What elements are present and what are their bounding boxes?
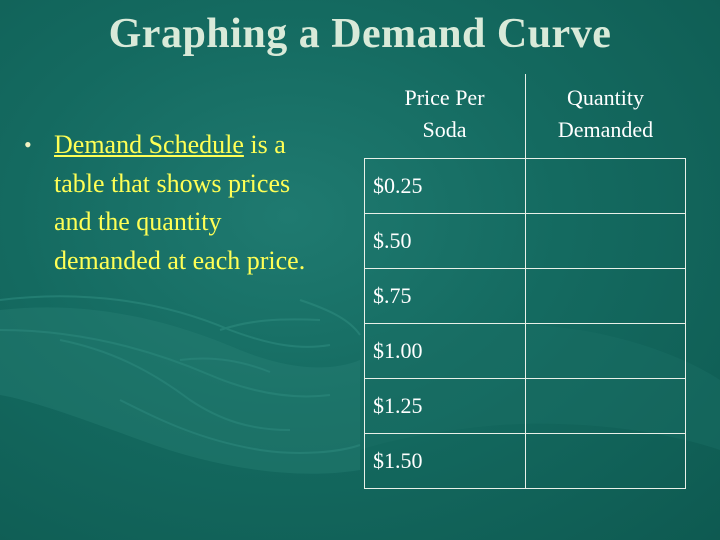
table-row xyxy=(365,434,686,489)
table-row xyxy=(365,214,686,269)
header-price-per-soda xyxy=(365,74,526,159)
quantity-cell xyxy=(525,379,686,434)
term-definition: is a table that shows prices and the quantity demanded at each price. xyxy=(54,130,306,275)
table-header-row xyxy=(365,74,686,159)
quantity-cell xyxy=(525,159,686,214)
slide-title: Graphing a Demand Curve xyxy=(108,11,612,57)
demand-schedule-table xyxy=(364,74,686,489)
bullet-item xyxy=(24,126,324,280)
price-cell: $.75 xyxy=(365,269,526,324)
quantity-cell xyxy=(525,214,686,269)
bullet-text xyxy=(54,126,324,280)
table-row xyxy=(365,159,686,214)
quantity-cell xyxy=(525,434,686,489)
price-cell: $0.25 xyxy=(365,159,526,214)
price-cell: $1.25 xyxy=(365,379,526,434)
bullet-dot-icon: • xyxy=(24,132,32,157)
price-cell: $1.00 xyxy=(365,324,526,379)
price-cell: $.50 xyxy=(365,214,526,269)
price-cell: $1.50 xyxy=(365,434,526,489)
header-price-line2: Soda xyxy=(422,117,467,142)
header-quantity-demanded xyxy=(525,74,686,159)
table-row xyxy=(365,269,686,324)
header-quantity-line2: Demanded xyxy=(557,117,654,142)
term-demand-schedule: Demand Schedule xyxy=(54,130,244,159)
table-row xyxy=(365,379,686,434)
quantity-cell xyxy=(525,324,686,379)
header-price-line1: Price Per xyxy=(404,85,485,110)
header-quantity-line1: Quantity xyxy=(567,85,644,110)
quantity-cell xyxy=(525,269,686,324)
table-row xyxy=(365,324,686,379)
